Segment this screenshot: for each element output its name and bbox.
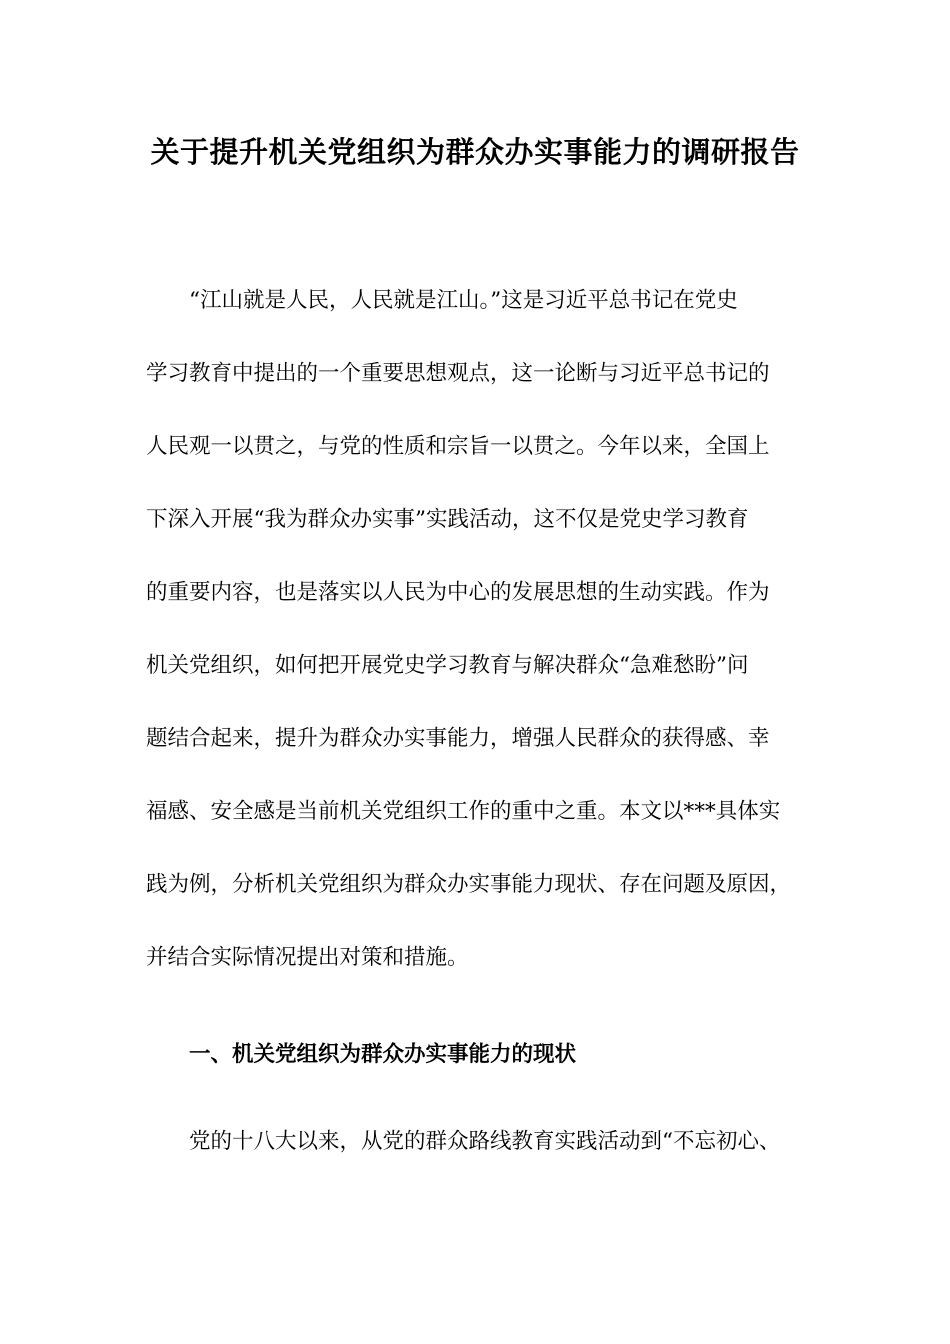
intro-line-9: 践为例，分析机关党组织为群众办实事能力现状、存在问题及原因， — [146, 872, 792, 897]
section-heading: 一、机关党组织为群众办实事能力的现状 — [189, 1042, 577, 1067]
intro-line-1: “江山就是人民，人民就是江山。”这是习近平总书记在党史 — [189, 288, 738, 313]
intro-line-4: 下深入开展“我为群众办实事”实践活动，这不仅是党史学习教育 — [146, 507, 749, 532]
intro-line-10: 并结合实际情况提出对策和措施。 — [146, 945, 469, 970]
section1-line-1: 党的十八大以来，从党的群众路线教育实践活动到“不忘初心、 — [189, 1129, 781, 1154]
intro-line-2: 学习教育中提出的一个重要思想观点，这一论断与习近平总书记的 — [146, 361, 770, 386]
intro-line-3: 人民观一以贯之，与党的性质和宗旨一以贯之。今年以来，全国上 — [146, 434, 770, 459]
document-title: 关于提升机关党组织为群众办实事能力的调研报告 — [150, 135, 800, 169]
intro-line-7: 题结合起来，提升为群众办实事能力，增强人民群众的获得感、幸 — [146, 726, 770, 751]
intro-line-6: 机关党组织，如何把开展党史学习教育与解决群众“急难愁盼”问 — [146, 653, 749, 678]
intro-line-8: 福感、安全感是当前机关党组织工作的重中之重。本文以***具体实 — [146, 799, 781, 824]
intro-line-5: 的重要内容，也是落实以人民为中心的发展思想的生动实践。作为 — [146, 580, 770, 605]
